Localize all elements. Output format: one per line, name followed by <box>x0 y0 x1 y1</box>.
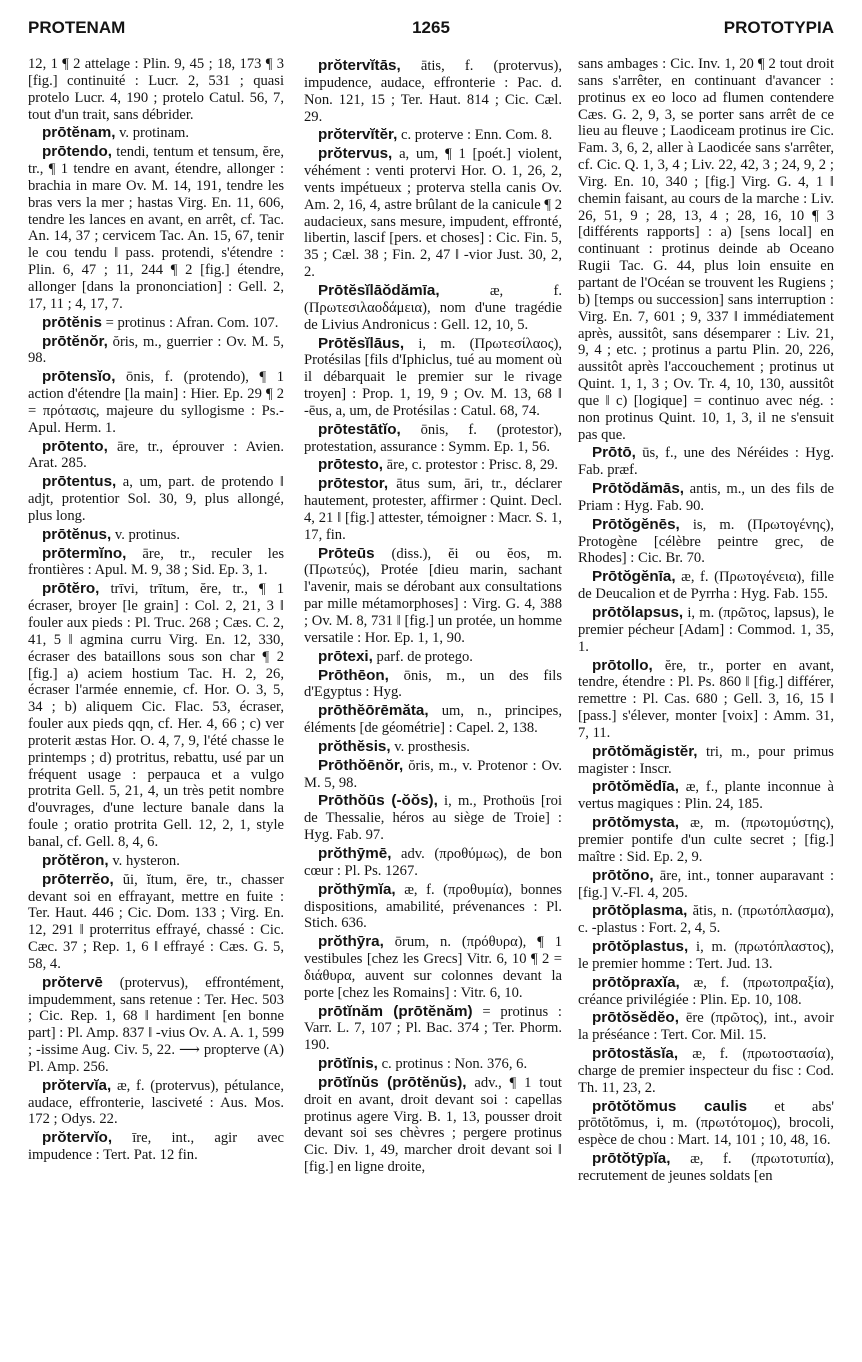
entry-definition: ătis, n. (πρωτόπλασμα), c. -plastus : Fort. 2, 4, 5. <box>578 903 834 937</box>
entry-headword: prōtŏno, <box>592 866 654 884</box>
entry-headword: prōtĕnŏr, <box>42 332 108 350</box>
entry-definition: i, m. (πρῶτος, lapsus), le premier pécheur [Adam] : Commod. 1, 35, 1. <box>578 605 834 655</box>
dictionary-entry <box>304 739 562 756</box>
entry-definition: ōnis, f. (protendo), ¶ 1 action d'étendre [la main] : Hier. Ep. 29 ¶ 2 = πρότασις, majeure du syllogisme : Ps.-Apul. Herm. 1. <box>28 369 284 436</box>
entry-headword: prŏthȳmē, <box>318 844 392 862</box>
dictionary-entry <box>28 527 284 544</box>
dictionary-entry <box>578 868 834 902</box>
dictionary-entry <box>28 853 284 870</box>
dictionary-entry <box>304 758 562 792</box>
dictionary-entry <box>28 56 284 123</box>
dictionary-entry <box>578 1046 834 1097</box>
entry-headword: prŏthȳmĭa, <box>318 880 396 898</box>
dictionary-entry <box>304 882 562 933</box>
entry-headword: prōtĕnus, <box>42 525 112 543</box>
entry-definition: ēre (πρῶτος), int., avoir la préséance : Tert. Cor. Mil. 15. <box>578 1010 834 1044</box>
entry-headword: prŏthȳra, <box>318 933 384 951</box>
entry-headword: Prōthŏūs (-ŏŏs), <box>318 792 438 810</box>
dictionary-entry <box>304 58 562 125</box>
dictionary-entry <box>578 939 834 973</box>
entry-definition: ĕre, tr., porter en avant, tendre, étendre : Pl. Ps. 860 ‖ [fig.] différer, remettre : Pl. Cas. 680 ; Gell. 3, 16, 15 ‖ [pass.] s'élever, monter [voix] : Amm. 31, 7, 11. <box>578 657 834 741</box>
entry-definition: æ, m. (πρωτομύστης), premier pontife d'un culte secret ; [fig.] maître : Sid. Ep. 2, 9. <box>578 815 834 865</box>
entry-headword: prōtexi, <box>318 647 373 665</box>
dictionary-entry <box>578 1010 834 1044</box>
entry-headword: prŏtervus, <box>318 145 393 163</box>
entry-headword: prōtĕro, <box>42 580 100 598</box>
dictionary-entry <box>28 546 284 580</box>
dictionary-entry <box>304 703 562 737</box>
entry-definition: et abs' prōtŏtŏmus, i, m. (πρωτότομος), brocoli, espèce de chou : Mart. 14, 101 ; 10, 48, 16. <box>578 1098 834 1149</box>
entry-headword: prōthĕōrēmăta, <box>318 702 429 720</box>
entry-headword: Prōtŏdămās, <box>592 480 684 498</box>
entry-definition: = protinus : Varr. L. 7, 107 ; Pl. Bac. 374 ; Ter. Phorm. 190. <box>304 1003 562 1054</box>
dictionary-entry <box>304 1056 562 1073</box>
dictionary-entry <box>304 546 562 647</box>
entry-headword: prōtŏtŏmus caulis <box>592 1097 748 1115</box>
entry-definition: antis, m., un des fils de Priam : Hyg. Fab. 90. <box>578 481 834 514</box>
dictionary-entry <box>304 1004 562 1055</box>
entry-definition: ōnis, f. (protestor), protestation, assurance : Symm. Ep. 1, 56. <box>304 421 562 455</box>
entry-headword: Prōtō, <box>592 444 636 462</box>
entry-headword: Prōthŏēnŏr, <box>318 756 404 774</box>
dictionary-entry <box>304 649 562 666</box>
dictionary-entry <box>28 125 284 142</box>
entry-headword: prōtendo, <box>42 143 113 161</box>
entry-definition: æ, f. (Πρωτογένεια), fille de Deucalion et de Pyrrha : Hyg. Fab. 155. <box>578 569 834 603</box>
entry-definition: æ, f. (protervus), pétulance, audace, effronterie, lasciveté : Aus. Mos. 172 ; Odys. 22. <box>28 1077 284 1128</box>
entry-definition: v. prosthesis. <box>394 738 470 755</box>
entry-headword: prŏtervĭo, <box>42 1129 113 1147</box>
entry-headword: prōtŏmăgistĕr, <box>592 742 698 760</box>
entry-definition: āre, tr., éprouver : Avien. Arat. 285. <box>28 438 284 472</box>
dictionary-entry <box>578 1151 834 1185</box>
entry-headword: prŏtervē <box>42 973 103 991</box>
entry-headword: prōtŏlapsus, <box>592 604 684 621</box>
entry-definition: ātis, f. (protervus), impudence, audace, effronterie : Pac. d. Non. 121, 15 ; Ter. Haut. 814 ; Cic. Cæl. 29. <box>304 58 562 125</box>
dictionary-entry <box>304 146 562 281</box>
dictionary-entry <box>304 934 562 1001</box>
entry-definition: ōrum, n. (πρόθυρα), ¶ 1 vestibules [chez les Grecs] Vitr. 6, 10 ¶ 2 = διάθυρα, auvent sur colonnes devant la porte [chez les Romains] : Vitr. 6, 10. <box>304 934 562 1001</box>
entry-definition: trīvi, trītum, ĕre, tr., ¶ 1 écraser, broyer [le grain] : Col. 2, 21, 3 ‖ fouler aux pieds : Pl. Truc. 268 ; Cæs. C. 2, 41, 5 ‖ agmina curru Virg. En. 12, 330, écraser des bataillons sous son char ¶ 2 [fig.] a) aciem hostium Tac. H. 2, 26, écraser l'armée ennemie, cf. Hor. O. 3, 5, 34 ; b) aliquem Cic. Flac. 53, écraser, fouler aux pieds qqn, cf. Her. 4, 66 ; c) ver proterit æstas Hor. O. 4, 7, 9, l'été chasse le printemps ; d) protritus, rebattu, usé par un fréquent usage : perpauca et a vulgo protrita Gell. 5, 21, 4, un très petit nombre d'ouvrages, d'une lecture banale dans la foule ; oratio protrita Gell. 12, 2, 1, style banal, cf. Gell. 8, 4, 6. <box>28 581 284 850</box>
dictionary-entry <box>28 439 284 473</box>
entry-headword: prōtŏsĕdĕo, <box>592 1009 679 1027</box>
entry-headword: Prōtŏgĕnēs, <box>592 515 680 533</box>
entry-headword: prōtento, <box>42 437 108 455</box>
entry-headword: prōtestor, <box>318 475 389 493</box>
entry-definition: v. hysteron. <box>112 852 180 869</box>
dictionary-entry <box>28 1130 284 1164</box>
dictionary-entry <box>578 445 834 479</box>
page-number: 1265 <box>412 18 450 37</box>
running-header <box>28 18 834 48</box>
entry-headword: prŏtervĭa, <box>42 1076 112 1094</box>
entry-headword: prŏtervĭtĕr, <box>318 126 398 144</box>
dictionary-entry <box>578 56 834 443</box>
entry-headword: prōtermĭno, <box>42 544 127 562</box>
dictionary-entry <box>304 283 562 334</box>
entry-headword: Prōtŏgĕnīa, <box>592 568 676 586</box>
dictionary-entry <box>28 144 284 312</box>
entry-definition: tri, m., pour primus magister : Inscr. <box>578 743 834 777</box>
dictionary-entry <box>578 1099 834 1150</box>
entry-definition: ŭi, ĭtum, ēre, tr., chasser devant soi en effrayant, mettre en fuite : Ter. Haut. 446 ; Cic. Dom. 133 ; Virg. En. 12, 291 ‖ proterritus effrayé, chassé : Cic. Cæc. 37 ; Rep. 1, 6 ‖ effrayé : Cæs. G. 5, 58, 4. <box>28 871 284 972</box>
entry-definition: 12, 1 ¶ 2 attelage : Plin. 9, 45 ; 18, 173 ¶ 3 [fig.] continuité : Lucr. 2, 531 ; quasi protelo Lucr. 4, 190 ; protelo Catul. 56, 7, tout d'un trait, sans débrider. <box>28 56 284 123</box>
entry-definition: āre, c. protestor : Prisc. 8, 29. <box>386 457 559 474</box>
entry-headword: prōtensĭo, <box>42 368 116 386</box>
entry-headword: prōtestātĭo, <box>318 420 401 438</box>
entry-headword: prōtŏpraxĭa, <box>592 973 680 991</box>
entry-definition: ūs, f., une des Néréides : Hyg. Fab. præf. <box>578 445 834 479</box>
header-last-entry: PROTOTYPIA <box>723 18 834 37</box>
entry-headword: prŏthĕsis, <box>318 737 391 755</box>
entry-headword: prōtĕnam, <box>42 124 116 142</box>
entry-definition: ŏris, m., v. Protenor : Ov. M. 5, 98. <box>304 757 562 791</box>
dictionary-entry <box>578 605 834 656</box>
entry-headword: Prōtĕsĭlāŏdămīa, <box>318 281 440 299</box>
entry-headword: Prōthēon, <box>318 666 389 684</box>
dictionary-entry <box>578 481 834 515</box>
entry-headword: prōtesto, <box>318 456 383 474</box>
dictionary-entry <box>28 581 284 851</box>
entry-headword: prōterrĕo, <box>42 870 114 888</box>
entry-headword: prōtentus, <box>42 473 117 491</box>
entry-headword: prōtĭnăm (prōtĕnăm) <box>318 1002 473 1020</box>
entry-headword: prŏtĕron, <box>42 851 109 869</box>
entry-definition: (protervus), effrontément, impudemment, sans retenue : Ter. Hec. 503 ; Cic. Rep. 1, 68 ‖ hardiment [en bonne part] : Pl. Amp. 837 ‖ -vius Ov. A. A. 1, 599 ; -issime Aug. Civ. 5, 22. ⟶ propterve (A) Pl. Amp. 256. <box>28 974 284 1075</box>
entry-definition: ōnis, m., un des fils d'Egyptus : Hyg. <box>304 667 562 701</box>
column-left <box>28 56 284 1356</box>
entry-definition: adv., ¶ 1 tout droit en avant, droit devant soi : capellas protinus agere Virg. B. 1, 13, pousser droit devant soi ses chèvres ; pergere protinus Cic. Div. 1, 49, marcher droit devant soi ‖ [fig.] en ligne droite, <box>304 1074 562 1176</box>
entry-definition: ŏris, m., guerrier : Ov. M. 5, 98. <box>28 333 284 367</box>
entry-headword: prōtŏplastus, <box>592 938 689 956</box>
dictionary-entry <box>578 779 834 813</box>
dictionary-entry <box>304 846 562 880</box>
dictionary-entry <box>28 872 284 973</box>
entry-definition: a, um, part. de protendo ‖ adjt, protentior Sol. 30, 9, plus allongé, plus long. <box>28 474 284 524</box>
entry-definition: āre, int., tonner auparavant : [fig.] V.-Fl. 4, 205. <box>578 867 834 901</box>
dictionary-entry <box>28 334 284 368</box>
entry-headword: Prōtĕsĭlāus, <box>318 334 405 352</box>
entry-definition: (diss.), ĕi ou ĕos, m. (Πρωτεύς), Protée [dieu marin, sachant l'avenir, mais se dérobant aux consultations par mille métamorphoses] : Virg. G. 4, 388 ; Ov. M. 8, 731 ‖ [fig.] un protée, un homme versatile : Hor. Ep. 1, 1, 90. <box>304 545 562 646</box>
entry-definition: is, m. (Πρωτογένης), Protogène [célèbre peintre grec, de Rhodes] : Cic. Br. 70. <box>578 516 834 567</box>
entry-definition: æ, f. (πρωτοπραξία), créance privilégiée : Plin. Ep. 10, 108. <box>578 974 834 1008</box>
entry-definition: i, m., Prothoüs [roi de Thessalie, héros au siège de Troie] : Hyg. Fab. 97. <box>304 793 562 844</box>
entry-headword: Prōteūs <box>318 544 375 562</box>
entry-definition: īre, int., agir avec impudence : Tert. Pat. 12 fin. <box>28 1130 284 1164</box>
entry-definition: a, um, ¶ 1 [poét.] violent, véhément : venti protervi Hor. O. 1, 26, 2, vents impétueux ; proterva stella canis Ov. Am. 2, 16, 4, astre brûlant de la canicule ¶ 2 audacieux, sans mesure, impudent, effronté, libertin, lascif [pers. et choses] : Cic. Fin. 5, 35 ; Cæl. 38 ; Fin. 2, 47 ‖ -vior Just. 30, 2, 2. <box>304 146 562 281</box>
dictionary-entry <box>578 903 834 937</box>
dictionary-entry <box>578 658 834 742</box>
entry-definition: adv. (προθύμως), de bon cœur : Pl. Ps. 1267. <box>304 845 562 879</box>
entry-headword: prōtŏmĕdīa, <box>592 778 679 796</box>
dictionary-entry <box>304 457 562 474</box>
dictionary-entry <box>28 369 284 436</box>
entry-definition: æ, f., plante inconnue à vertus magiques : Plin. 24, 185. <box>578 779 834 813</box>
entry-headword: prōtollo, <box>592 656 653 674</box>
dictionary-entry <box>304 476 562 543</box>
column-right <box>578 56 834 1356</box>
entry-headword: prōtŏmysta, <box>592 814 679 832</box>
entry-headword: prōtŏplasma, <box>592 902 688 920</box>
entry-definition: v. protinam. <box>119 125 190 142</box>
dictionary-entry <box>304 1075 562 1176</box>
dictionary-entry <box>578 517 834 568</box>
column-middle <box>304 56 562 1356</box>
entry-headword: prōtŏtȳpĭa, <box>592 1150 671 1168</box>
dictionary-entry <box>304 127 562 144</box>
dictionary-entry <box>578 975 834 1009</box>
entry-definition: tendi, tentum et tensum, ĕre, tr., ¶ 1 tendre en avant, étendre, allonger : brachia in mare Ov. M. 14, 191, tendre les bras vers la mer ; hastas Virg. En. 11, 606, tendre les lances en avant, en arrêt, cf. Tac. An. 14, 37 ; cervicem Tac. An. 15, 67, tenir le cou tendu ‖ pass. protendi, s'étendre : Plin. 6, 47 ; 11, 244 ¶ 2 [fig.] étendre, allonger [dans la prononciation] : Gell. 2, 17, 11 ; 4, 17, 7. <box>28 144 284 312</box>
entry-definition: um, n., principes, éléments [de géométrie] : Capel. 2, 138. <box>304 703 562 737</box>
dictionary-entry <box>28 474 284 525</box>
entry-definition: v. protinus. <box>114 526 180 543</box>
dictionary-entry <box>578 744 834 778</box>
entry-definition: i, m. (Πρωτεσίλαος), Protésilas [fils d'Iphiclus, tué au moment où il débarquait le premier sur le rivage troyen] : Prop. 1, 19, 9 ; Ov. M. 13, 68 ‖ -ēus, a, um, de Protésilas : Catul. 68, 74. <box>304 335 562 419</box>
entry-definition: sans ambages : Cic. Inv. 1, 20 ¶ 2 tout droit sans s'arrêter, en continuant d'avancer : protinus ex eo loco ad flumen contendere Cæs. G. 2, 9, 3, se porter sans arrêt de ce lieu au fleuve ; Laodiceam protinus ire Cic. Fam. 3, 6, 2, aller à Laodicée sans s'arrêter, cf. Cic. Q. 1, 3, 4 ; Liv. 22, 42, 3 ; 24, 9, 2 ; Virg. En. 10, 340 ; [fig.] Virg. G. 4, 1 ‖ chemin faisant, au cours de la marche : Liv. 26, 51, 9 ; 28, 13, 4 ; 28, 16, 10 ¶ 3 [différents rapports] : a) [sens local] en continuant : protinus deinde ab Oceano Rugii Tac. G. 44, plus loin ensuite en partant de l'Océan se trouvent les Rugiens ; b) [temps ou succession] sans interruption : Virg. En. 7, 601 ; 9, 337 ‖ immédiatement après, aussitôt, sans désemparer : Liv. 21, 9, 4 ; etc. ; protinus a partu Plin. 20, 226, aussitôt après l'accouchement ; protinus ut Quint. 1, 1, 3 ; Ov. Tr. 4, 10, 130, aussitôt que ‖ c) [logique] = continuo avec nég. : non protinus Quint. 10, 1, 3, il ne s'ensuit pas que. <box>578 56 834 443</box>
entry-headword: prōtĭnŭs (prōtĕnŭs), <box>318 1073 467 1091</box>
entry-definition: æ, f. (Πρωτεσιλαοδάμεια), nom d'une tragédie de Livius Andronicus : Gell. 12, 10, 5. <box>304 282 562 333</box>
entry-headword: prōtĭnis, <box>318 1055 378 1073</box>
dictionary-entry <box>28 1078 284 1129</box>
dictionary-entry <box>28 975 284 1076</box>
dictionary-entry <box>28 315 284 332</box>
entry-definition: æ, f. (προθυμία), bonnes dispositions, amabilité, prévenances : Pl. Stich. 636. <box>304 881 562 932</box>
dictionary-entry <box>304 668 562 702</box>
entry-definition: æ, f. (πρωτοτυπία), recrutement de jeunes soldats [en <box>578 1151 834 1184</box>
entry-headword: prōtĕnis <box>42 313 102 331</box>
dictionary-entry <box>578 569 834 603</box>
dictionary-entry <box>578 815 834 866</box>
dictionary-entry <box>304 793 562 844</box>
entry-headword: prŏtervĭtās, <box>318 57 401 74</box>
entry-definition: ātus sum, āri, tr., déclarer hautement, protester, affirmer : Quint. Decl. 4, 21 ‖ [fig.] attester, témoigner : Macr. S. 1, 17, fin. <box>304 476 562 543</box>
entry-definition: c. proterve : Enn. Com. 8. <box>401 127 553 144</box>
dictionary-entry <box>304 336 562 420</box>
dictionary-entry <box>304 422 562 456</box>
entry-headword: prōtostăsĭa, <box>592 1045 679 1063</box>
entry-definition: æ, f. (πρωτοστασία), charge de premier inspecteur du fisc : Cod. Th. 11, 23, 2. <box>578 1046 834 1096</box>
entry-definition: i, m. (πρωτόπλαστος), le premier homme : Tert. Jud. 13. <box>578 939 834 972</box>
entry-definition: parf. de protego. <box>376 648 473 665</box>
entry-definition: c. protinus : Non. 376, 6. <box>381 1056 528 1073</box>
header-first-entry: PROTENAM <box>28 18 126 37</box>
entry-definition: = protinus : Afran. Com. 107. <box>105 314 279 331</box>
entry-definition: āre, tr., reculer les frontières : Apul. M. 9, 38 ; Sid. Ep. 3, 1. <box>28 545 284 579</box>
